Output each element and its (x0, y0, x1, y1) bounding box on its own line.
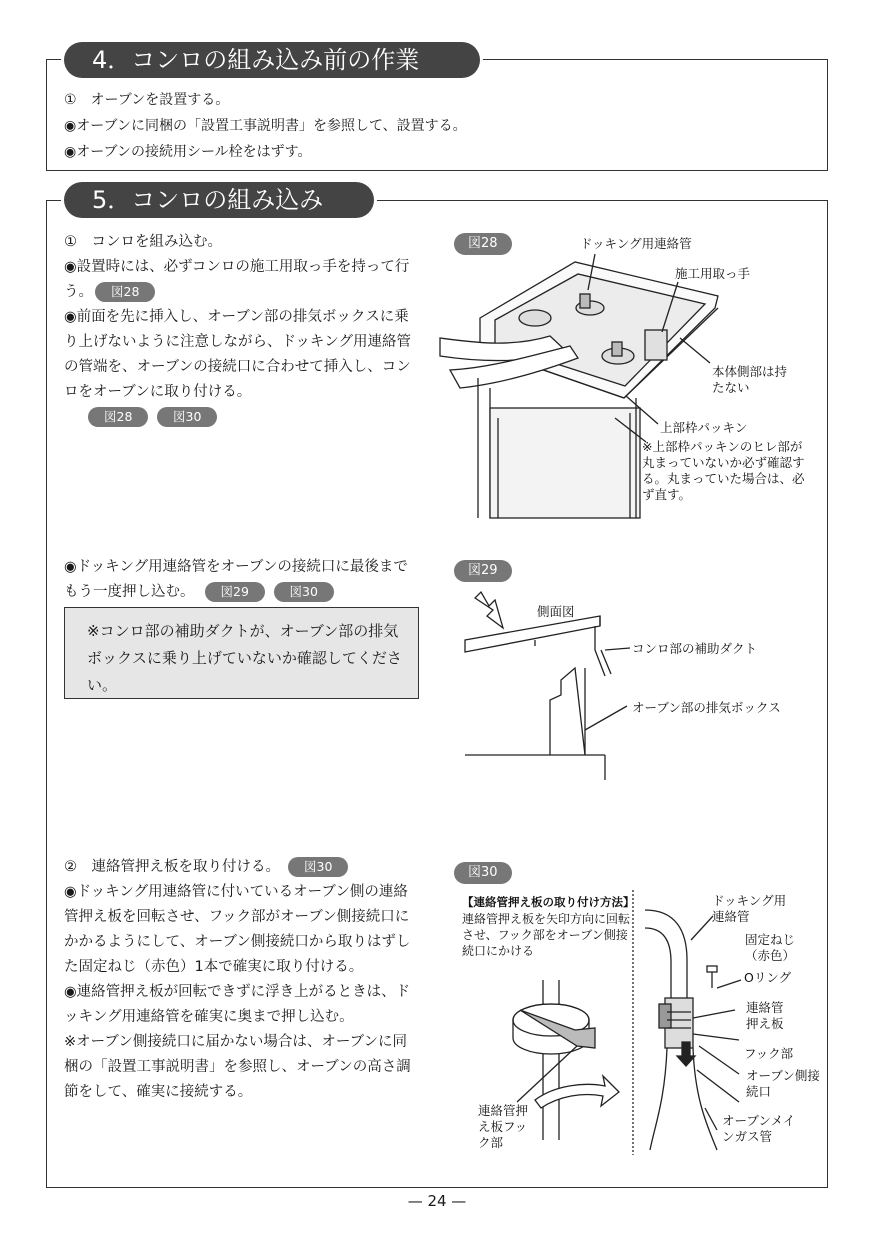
ref-fig29-pill[interactable]: 図29 (205, 582, 265, 602)
fig30-method-title: 【連絡管押え板の取り付け方法】 (462, 895, 635, 909)
fig29-tag: 図29 (454, 560, 512, 582)
fig30-plate-label: 連絡管押え板 (746, 1000, 784, 1031)
fig30-hook-label: フック部 (744, 1046, 794, 1061)
step2-heading: ② 連絡管押え板を取り付ける。 図30 (64, 855, 420, 880)
step2-bullet-3: ※オーブン側接続口に届かない場合は、オーブンに同梱の「設置工事説明書」を参照し、オーブンの高さ調節をして、確実に接続する。 (64, 1034, 411, 1100)
ref-fig28-pill[interactable]: 図28 (95, 282, 155, 302)
step2-bullet-2: ◉連絡管押え板が回転できずに浮き上がるときは、ドッキング用連絡管を確実に奥まで押し込む。 (64, 984, 411, 1025)
step1-text (64, 230, 420, 430)
step1-bullet-1: ◉設置時には、必ずコンロの施工用取っ手を持って行う。 図28 (64, 259, 410, 300)
page-number: — 24 — (407, 1192, 467, 1210)
fig29-view-label: 側面図 (537, 604, 575, 619)
section-4-line-2: ◉オーブンに同梱の「設置工事説明書」を参照して、設置する。 (64, 118, 467, 134)
fig30-oven-port-label: オーブン側接続口 (746, 1068, 820, 1099)
fig28-packing-note: ※上部枠パッキンのヒレ部が丸まっていないか必ず確認する。丸まっていた場合は、必ず直す。 (642, 439, 805, 502)
duct-check-note: ※コンロ部の補助ダクトが、オーブン部の排気ボックスに乗り上げていないか確認してください。 (64, 607, 419, 699)
step2-bullet-1: ◉ドッキング用連絡管に付いているオーブン側の連絡管押え板を回転させ、フック部がオーブン側接続口にかかるようにして、オーブン側接続口から取りはずした固定ねじ（赤色）1本で確実に取り付ける。 (64, 884, 411, 975)
fig30-method-text: 連絡管押え板を矢印方向に回転させ、フック部をオーブン側接続口にかける (462, 912, 631, 958)
step1-heading: ① コンロを組み込む。 (64, 234, 222, 250)
fig30-screw-label: 固定ねじ（赤色） (745, 932, 796, 963)
fig30-docking-pipe-label: ドッキング用連絡管 (712, 893, 787, 924)
step1-bullet-2: ◉前面を先に挿入し、オーブン部の排気ボックスに乗り上げないように注意しながら、ドッキング用連絡管の管端を、オーブンの接続口に合わせて挿入し、コンロをオーブンに取り付ける。 図28 図30 (64, 305, 420, 430)
fig28-packing-label: 上部枠パッキン (660, 420, 748, 435)
section-4-line-1: ① オーブンを設置する。 (64, 92, 230, 108)
section-5-title: 5．コンロの組み込み (64, 182, 374, 218)
fig30-tag: 図30 (454, 862, 512, 884)
ref-fig30-pill[interactable]: 図30 (274, 582, 334, 602)
ref-fig28-pill[interactable]: 図28 (88, 407, 148, 427)
section-4-line-3: ◉オーブンの接続用シール栓をはずす。 (64, 144, 312, 160)
ref-fig30-pill[interactable]: 図30 (157, 407, 217, 427)
fig29-illustration (455, 580, 815, 780)
fig28-tag: 図28 (454, 233, 512, 255)
ref-fig30-pill[interactable]: 図30 (288, 857, 348, 877)
fig29-exhaust-label: オーブン部の排気ボックス (632, 700, 781, 715)
fig28-side-label: 本体側部は持たない (712, 364, 788, 395)
fig28-handle-label: 施工用取っ手 (675, 266, 751, 281)
fig30-plate-hook-label: 連絡管押え板フック部 (478, 1103, 529, 1150)
step1-bullet-3: ◉ドッキング用連絡管をオーブンの接続口に最後までもう一度押し込む。 図29 図30 (64, 559, 408, 600)
fig29-duct-label: コンロ部の補助ダクト (632, 641, 758, 656)
fig30-oring-label: Oリング (744, 970, 792, 985)
step2-text (64, 855, 420, 1105)
fig30-gas-pipe-label: オーブンメインガス管 (722, 1113, 796, 1144)
section-4-title: 4．コンロの組み込み前の作業 (64, 42, 480, 78)
fig28-docking-pipe-label: ドッキング用連絡管 (580, 236, 692, 251)
